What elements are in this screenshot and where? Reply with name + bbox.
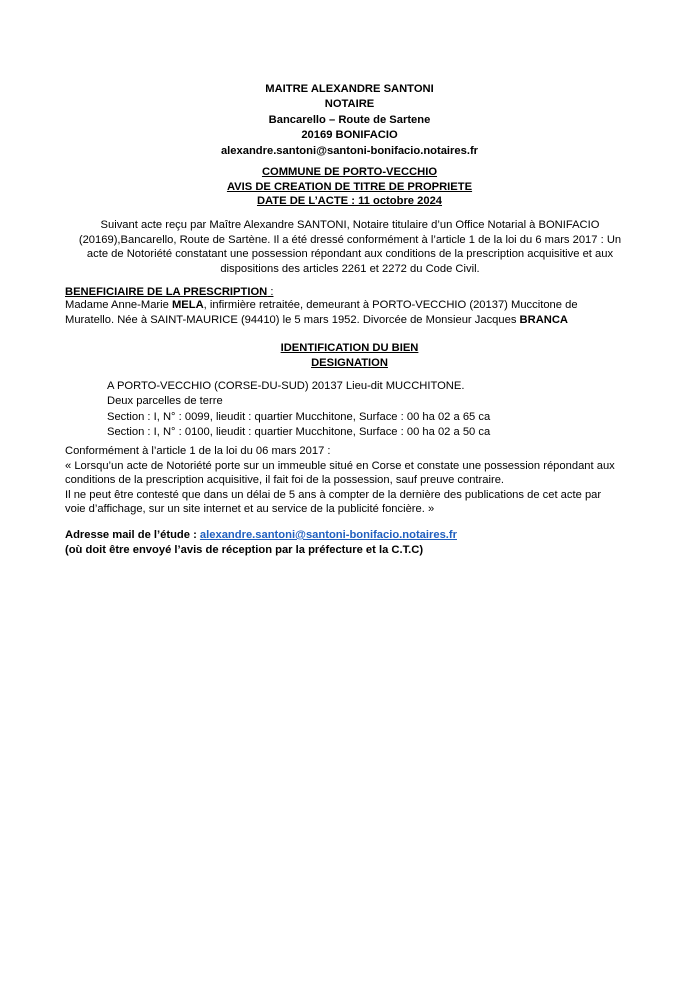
ex-spouse-surname: BRANCA (519, 313, 569, 326)
beneficiary-surname: MELA (171, 299, 204, 311)
law-line: Conformément à l’article 1 de la loi du 06 mars 2017 : (65, 445, 331, 457)
email-link[interactable]: alexandre.santoni@santoni-bonifacio.notaires.fr (199, 529, 457, 541)
parcel-line: Section : I, N° : 0100, lieudit : quartier Mucchitone, Surface : 00 ha 02 a 50 ca (107, 426, 491, 439)
mail-note: (où doit être envoyé l’avis de réception par la préfecture et la C.T.C) (65, 544, 424, 556)
intro-line: acte de Notoriété constatant une possession répondant aux conditions de la prescription acquisitive et aux (86, 248, 614, 261)
beneficiary-text: , infirmière retraitée, demeurant à PORTO-VECCHIO (20137) Muccitone de (203, 299, 578, 311)
law-article-paragraph (65, 444, 655, 517)
beneficiary-text: Muratello. Née à SAINT-MAURICE (94410) le 5 mars 1952. Divorcée de Monsieur Jacques (65, 313, 520, 326)
notary-title: NOTAIRE (324, 98, 375, 111)
intro-line: dispositions des articles 2261 et 2272 du Code Civil. (220, 262, 480, 275)
mail-label: Adresse mail de l’étude : (65, 529, 200, 541)
property-designation (107, 379, 490, 441)
designation-line: Deux parcelles de terre (107, 395, 223, 408)
law-line: voie d’affichage, sur un site internet et au service de la publicité foncière. » (65, 503, 435, 516)
intro-line: (20169),Bancarello, Route de Sartène. Il a été dressé conformément à l’article 1 de la loi du 6 mars 2017 : Un (78, 233, 622, 246)
designation-title: DESIGNATION (311, 356, 388, 369)
notary-street: Bancarello – Route de Sartene (268, 113, 431, 126)
law-line: « Lorsqu’un acte de Notoriété porte sur un immeuble situé en Corse et constate une possession répondant aux (65, 459, 615, 472)
notary-city: 20169 BONIFACIO (301, 129, 398, 142)
notary-header (0, 82, 699, 159)
intro-line: Suivant acte reçu par Maître Alexandre SANTONI, Notaire titulaire d’un Office Notarial à BONIFACIO (100, 219, 600, 231)
property-heading (0, 341, 699, 370)
beneficiary-line (65, 313, 645, 328)
notice-title: AVIS DE CREATION DE TITRE DE PROPRIETE (226, 180, 473, 193)
act-date: DATE DE L’ACTE : 11 octobre 2024 (256, 195, 443, 208)
identification-title: IDENTIFICATION DU BIEN (280, 342, 419, 354)
beneficiary-heading-text: BENEFICIAIRE DE LA PRESCRIPTION (65, 286, 268, 298)
intro-paragraph (62, 218, 638, 276)
parcel-line: Section : I, N° : 0099, lieudit : quartier Mucchitone, Surface : 00 ha 02 a 65 ca (107, 410, 491, 423)
law-line: Il ne peut être contesté que dans un délai de 5 ans à compter de la dernière des publications de cet acte par (65, 488, 602, 501)
contact-line (65, 528, 457, 543)
notary-name: MAITRE ALEXANDRE SANTONI (265, 83, 434, 95)
beneficiary-line (65, 298, 645, 313)
law-line: conditions de la prescription acquisitive, il fait foi de la possession, sauf preuve contraire. (65, 474, 505, 487)
notary-email: alexandre.santoni@santoni-bonifacio.notaires.fr (220, 144, 479, 157)
commune-title: COMMUNE DE PORTO-VECCHIO (261, 166, 438, 178)
notice-title-block (0, 165, 699, 209)
contact-block (65, 528, 457, 558)
beneficiary-heading-colon: : (267, 286, 274, 298)
beneficiary-paragraph (65, 298, 645, 327)
designation-line: A PORTO-VECCHIO (CORSE-DU-SUD) 20137 Lieu-dit MUCCHITONE. (107, 380, 465, 392)
beneficiary-text: Madame Anne-Marie (65, 299, 172, 311)
